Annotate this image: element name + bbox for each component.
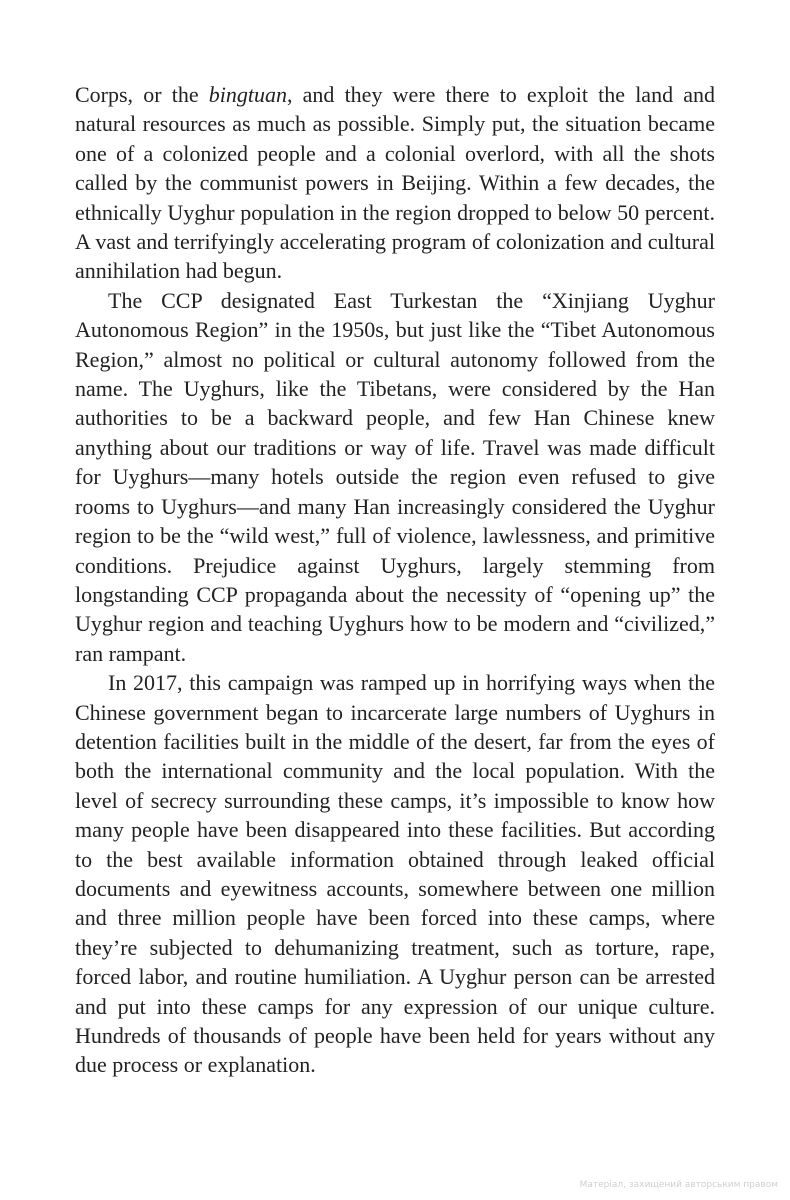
page-body xyxy=(75,80,715,1080)
copyright-watermark: Матеріал, захищений авторським правом xyxy=(579,1180,778,1190)
italic-term-bingtuan: bingtuan xyxy=(208,82,287,107)
paragraph-1 xyxy=(75,80,715,286)
paragraph-2: The CCP designated East Turkestan the “Xinjiang Uyghur Autonomous Region” in the 1950s, but just like the “Tibet Autonomous Region,” almost no political or cultural autonomy followed from the name. The Uyghurs, like the Tibetans, were considered by the Han authorities to be a backward people, and few Han Chinese knew anything about our traditions or way of life. Travel was made difficult for Uyghurs—many hotels outside the region even refused to give rooms to Uyghurs—and many Han increasingly considered the Uyghur region to be the “wild west,” full of violence, lawlessness, and primitive conditions. Prejudice against Uyghurs, largely stemming from longstanding CCP propaganda about the necessity of “opening up” the Uyghur region and teaching Uyghurs how to be modern and “civilized,” ran rampant. xyxy=(75,287,715,666)
paragraph-1-rest: , and they were there to exploit the land and natural resources as much as possible. Simply put, the situation became one of a colonized people and a colonial overlord, with all the shots called by the communist powers in Beijing. Within a few decades, the ethnically Uyghur population in the region dropped to below 50 percent. A vast and terrifyingly accelerating program of colonization and cultural annihilation had begun. xyxy=(75,82,715,284)
paragraph-3: In 2017, this campaign was ramped up in horrifying ways when the Chinese government began to incarcerate large numbers of Uyghurs in detention facilities built in the middle of the desert, far from the eyes of both the international community and the local population. With the level of secrecy surrounding these camps, it’s impossible to know how many people have been disappeared into these facilities. But according to the best available information obtained through leaked official documents and eyewitness accounts, somewhere between one million and three million people have been forced into these camps, where they’re subjected to dehumanizing treatment, such as torture, rape, forced labor, and routine humiliation. A Uyghur person can be arrested and put into these camps for any expression of our unique culture. Hundreds of thousands of people have been held for years without any due process or explanation. xyxy=(75,670,715,1078)
paragraph-1-start: Corps, or the xyxy=(75,82,209,107)
